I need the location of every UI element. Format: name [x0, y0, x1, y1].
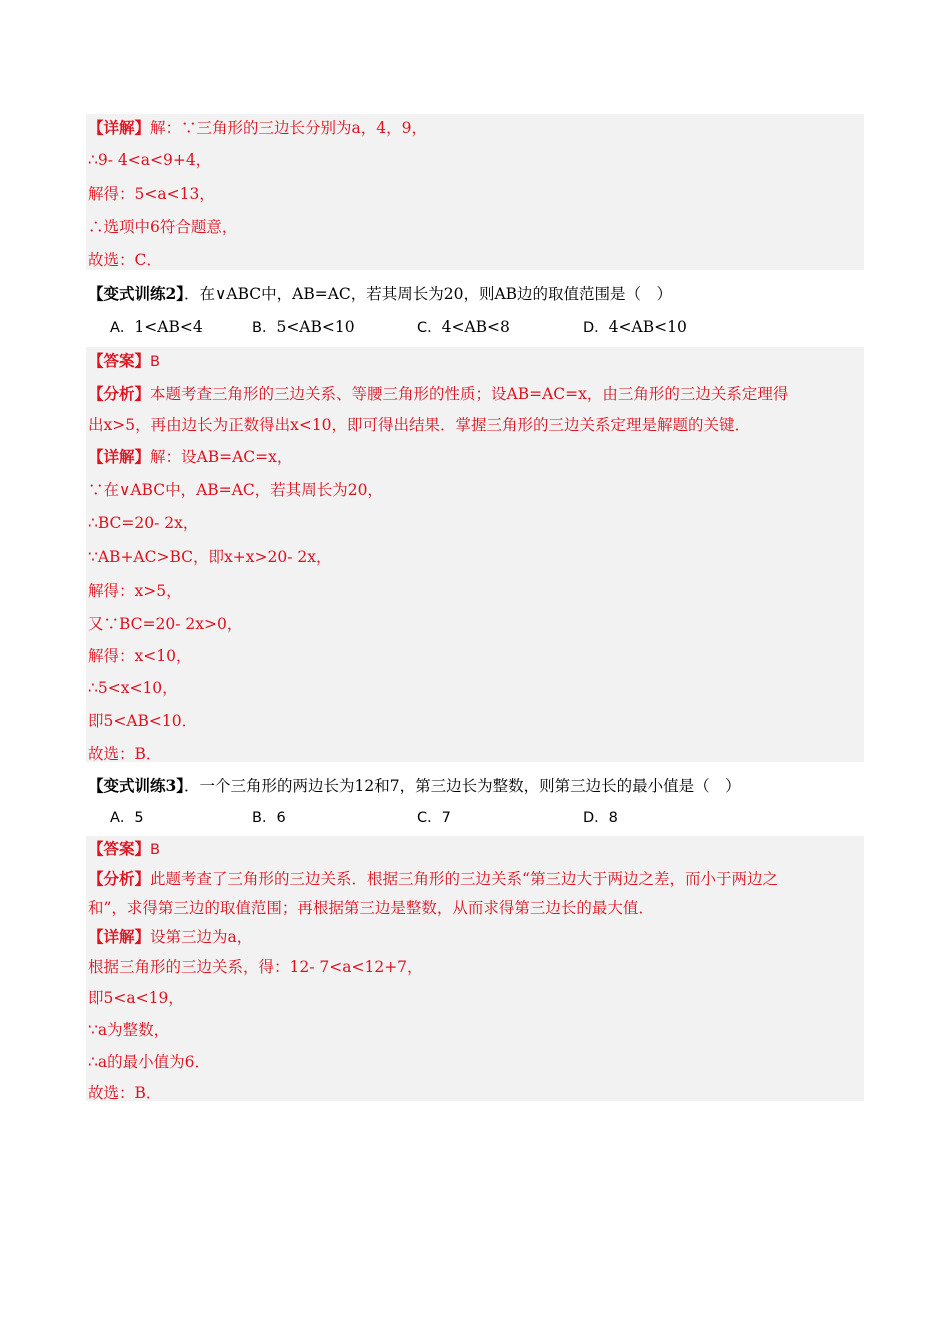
option-b: B．6 [252, 810, 286, 826]
analysis-line: 出x>5，再由边长为正数得出x<10，即可得出结果．掌握三角形的三边关系定理是解题的关键． [88, 416, 751, 434]
option-b: B．5<AB<10 [252, 318, 355, 336]
answer-line: 【答案】B [88, 839, 160, 858]
option-d: D．8 [583, 810, 618, 826]
question-label: 【变式训练3】 [88, 776, 185, 795]
detail-line: ∵在∨ABC中，AB=AC，若其周长为20， [88, 481, 383, 499]
detail-line: 【详解】解：设AB=AC=x， [88, 447, 293, 466]
detail-line: 故选：C． [88, 251, 162, 269]
detail-line: 即5<a<19， [88, 989, 184, 1007]
detail-line: ∵a为整数， [88, 1021, 170, 1039]
question-2 [88, 284, 672, 304]
answer-line: 【答案】B [88, 351, 160, 370]
detail-line: ∴9- 4<a<9+4， [88, 151, 212, 169]
detail-line: 解得：x<10， [88, 647, 192, 665]
option-c: C．7 [417, 810, 451, 826]
option-a: A．5 [110, 810, 144, 826]
analysis-line: 和”，求得第三边的取值范围；再根据第三边是整数，从而求得第三边长的最大值． [88, 899, 654, 917]
question-text: ．在∨ABC中，AB=AC，若其周长为20，则AB边的取值范围是（ ） [184, 285, 673, 303]
option-c: C．4<AB<8 [417, 318, 510, 336]
detail-line: 又∵BC=20- 2x>0， [88, 615, 243, 633]
detail-line: ∴选项中6符合题意， [88, 218, 238, 236]
detail-line: 解得：5<a<13， [88, 185, 215, 203]
option-d: D．4<AB<10 [583, 318, 687, 336]
detail-line: ∴a的最小值为6． [88, 1053, 210, 1071]
detail-line: 故选：B． [88, 1084, 162, 1102]
detail-line: ∵AB+AC>BC，即x+x>20- 2x， [88, 548, 332, 566]
detail-line: ∴BC=20- 2x， [88, 514, 199, 532]
question-3 [88, 776, 741, 796]
detail-line: 故选：B． [88, 745, 162, 763]
detail-line: 解得：x>5， [88, 582, 182, 600]
question-label: 【变式训练2】 [88, 284, 185, 303]
option-a: A．1<AB<4 [110, 318, 203, 336]
detail-line: ∴5<x<10， [88, 679, 178, 697]
analysis-line: 【分析】此题考查了三角形的三边关系．根据三角形的三边关系“第三边大于两边之差，而小于两边之 [88, 869, 778, 888]
detail-line: 【详解】解：∵三角形的三边长分别为a，4，9， [88, 118, 427, 137]
detail-line: 根据三角形的三边关系，得：12- 7<a<12+7， [88, 958, 423, 976]
analysis-line: 【分析】本题考查三角形的三边关系、等腰三角形的性质；设AB=AC=x，由三角形的三边关系定理得 [88, 384, 789, 403]
detail-line: 【详解】设第三边为a， [88, 927, 253, 946]
detail-line: 即5<AB<10． [88, 712, 198, 730]
question-text: ．一个三角形的两边长为12和7，第三边长为整数，则第三边长的最小值是（ ） [184, 777, 741, 795]
